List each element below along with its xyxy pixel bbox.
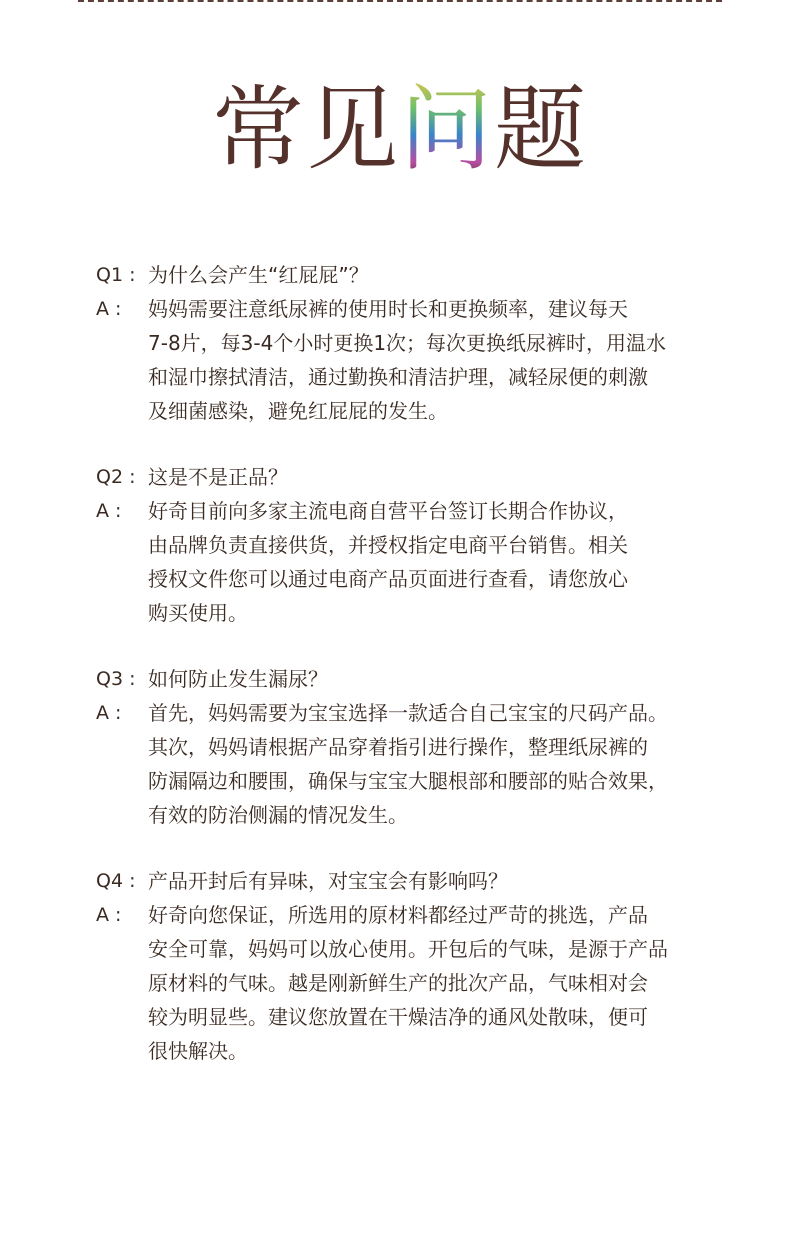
answer-label: A : bbox=[96, 500, 122, 522]
question-row bbox=[96, 460, 716, 494]
question-text: 这是不是正品？ bbox=[148, 465, 288, 489]
faq-item bbox=[96, 258, 716, 428]
question-label: Q1 : bbox=[96, 264, 136, 286]
question-text: 为什么会产生“红屁屁”？ bbox=[148, 263, 369, 287]
answer-label: A : bbox=[96, 298, 122, 320]
faq-list bbox=[96, 258, 716, 1100]
page-title bbox=[0, 70, 800, 190]
answer-row bbox=[96, 292, 716, 428]
question-text: 产品开封后有异味，对宝宝会有影响吗？ bbox=[148, 869, 508, 893]
question-label: Q3 : bbox=[96, 668, 136, 690]
question-label: Q4 : bbox=[96, 870, 136, 892]
answer-label: A : bbox=[96, 904, 122, 926]
answer-row bbox=[96, 898, 716, 1068]
top-dashed-divider bbox=[78, 0, 722, 2]
answer-text: 妈妈需要注意纸尿裤的使用时长和更换频率，建议每天 7-8片，每3-4个小时更换1次；每次更换纸尿裤时，用温水 和湿巾擦拭清洁，通过勤换和清洁护理，减轻尿便的刺激 及细菌感染，避免红屁屁的发生。 bbox=[148, 297, 667, 423]
faq-item bbox=[96, 662, 716, 832]
answer-row bbox=[96, 696, 716, 832]
answer-label: A : bbox=[96, 702, 122, 724]
question-text: 如何防止发生漏尿？ bbox=[148, 667, 328, 691]
faq-item bbox=[96, 864, 716, 1068]
answer-row bbox=[96, 494, 716, 630]
answer-text: 好奇目前向多家主流电商自营平台签订长期合作协议， 由品牌负责直接供货，并授权指定电商平台销售。相关 授权文件您可以通过电商产品页面进行查看，请您放心 购买使用。 bbox=[148, 499, 628, 625]
title-tail: 题 bbox=[494, 76, 589, 183]
faq-item bbox=[96, 460, 716, 630]
question-label: Q2 : bbox=[96, 466, 136, 488]
question-row bbox=[96, 258, 716, 292]
title-main: 常见 bbox=[211, 76, 400, 183]
title-accent: 问 bbox=[399, 76, 494, 183]
answer-text: 好奇向您保证，所选用的原材料都经过严苛的挑选，产品 安全可靠，妈妈可以放心使用。开包后的气味，是源于产品 原材料的气味。越是刚新鲜生产的批次产品，气味相对会 较为明显些。建议您放置在干燥洁净的通风处散味，便可 很快解决。 bbox=[148, 903, 668, 1063]
question-row bbox=[96, 864, 716, 898]
answer-text: 首先，妈妈需要为宝宝选择一款适合自己宝宝的尺码产品。 其次，妈妈请根据产品穿着指引进行操作，整理纸尿裤的 防漏隔边和腰围，确保与宝宝大腿根部和腰部的贴合效果， 有效的防治侧漏的情况发生。 bbox=[148, 701, 668, 827]
question-row bbox=[96, 662, 716, 696]
